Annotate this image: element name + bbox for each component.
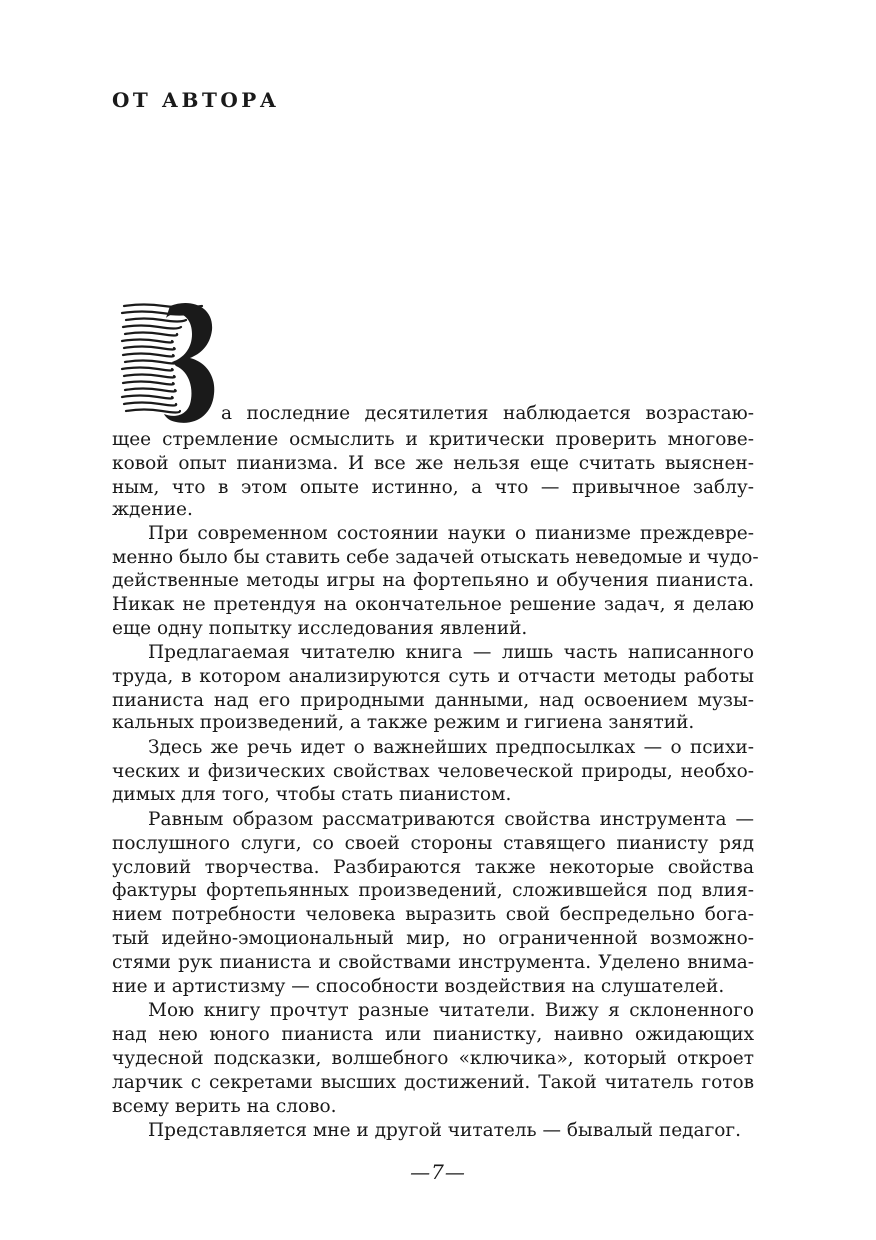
text-line: всему верить на слово.: [112, 1096, 337, 1117]
text-line: ларчик с секретами высших достижений. Такой читатель готов: [112, 1072, 754, 1093]
text-line: условий творчества. Разбираются также некоторые свойства: [112, 857, 754, 878]
text-line: Представляется мне и другой читатель — бывалый педагог.: [148, 1120, 741, 1141]
text-line: Мою книгу прочтут разные читатели. Вижу я склоненного: [148, 1000, 754, 1021]
text-line: кальных произведений, а также режим и гигиена занятий.: [112, 712, 695, 733]
text-line: Никак не претендуя на окончательное решение задач, я делаю: [112, 594, 754, 615]
text-line: ковой опыт пианизма. И все же нельзя еще считать выяснен-: [112, 453, 754, 474]
text-line: ческих и физических свойствах человеческой природы, необхо-: [112, 761, 754, 782]
text-line: над нею юного пианиста или пианистку, наивно ожидающих: [112, 1024, 754, 1045]
text-line: тый идейно-эмоциональный мир, но ограниченной возможно-: [112, 928, 754, 949]
text-line: действенные методы игры на фортепьяно и обучения пианиста.: [112, 570, 754, 591]
page-title: ОТ АВТОРА: [112, 88, 280, 112]
text-line: димых для того, чтобы стать пианистом.: [112, 784, 512, 805]
text-line: стями рук пианиста и свойствами инструмента. Уделено внима-: [112, 952, 754, 973]
text-line: Здесь же речь идет о важнейших предпосылках — о психи-: [148, 737, 754, 758]
text-line: фактуры фортепьянных произведений, сложившейся под влия-: [112, 880, 754, 901]
text-line: Предлагаемая читателю книга — лишь часть написанного: [148, 642, 754, 663]
text-line: ждение.: [112, 499, 193, 520]
text-line: труда, в котором анализируются суть и отчасти методы работы: [112, 666, 754, 687]
text-line: Равным образом рассматриваются свойства инструмента —: [148, 809, 754, 830]
text-line: щее стремление осмыслить и критически проверить многове-: [112, 429, 754, 450]
text-line: послушного слуги, со своей стороны ставящего пианисту ряд: [112, 833, 754, 854]
text-line: нием потребности человека выразить свой беспредельно бога-: [112, 904, 754, 925]
text-line: ным, что в этом опыте истинно, а что — привычное заблу-: [112, 477, 754, 498]
text-line: При современном состоянии науки о пианизме преждевре-: [148, 523, 754, 544]
text-line: а последние десятилетия наблюдается возрастаю-: [221, 403, 754, 424]
text-line: ние и артистизму — способности воздействия на слушателей.: [112, 976, 725, 997]
text-line: еще одну попытку исследования явлений.: [112, 618, 528, 639]
text-line: чудесной подсказки, волшебного «ключика», который откроет: [112, 1048, 754, 1069]
drop-cap-letter-z: [120, 300, 218, 425]
text-line: менно было бы ставить себе задачей отыскать неведомые и чудо-: [112, 547, 759, 568]
page-number: —7—: [410, 1160, 466, 1184]
text-line: пианиста над его природными данными, над освоением музы-: [112, 690, 754, 711]
